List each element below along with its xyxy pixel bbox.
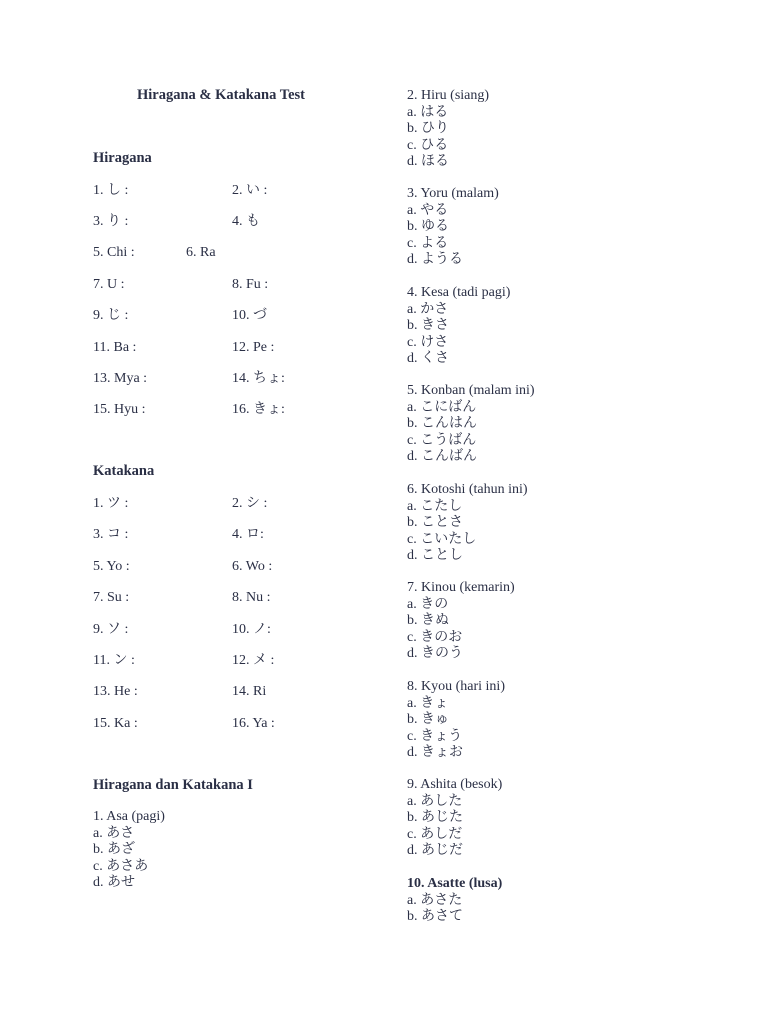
hiragana-item: 7. U : bbox=[93, 277, 125, 292]
katakana-item: 9. ソ : bbox=[93, 622, 129, 637]
answer-option: c. ひる bbox=[407, 137, 449, 153]
hiragana-item: 13. Mya : bbox=[93, 371, 148, 386]
question-block bbox=[407, 383, 535, 466]
answer-option: d. あじだ bbox=[407, 843, 463, 859]
question-block bbox=[407, 777, 502, 860]
answer-option: a. あさた bbox=[407, 892, 463, 908]
question-title: 4. Kesa (tadi pagi) bbox=[407, 285, 511, 300]
hiragana-item: 15. Hyu : bbox=[93, 402, 146, 417]
question-block bbox=[407, 186, 499, 269]
hiragana-item: 12. Pe : bbox=[232, 340, 275, 355]
answer-option: c. あさあ bbox=[93, 858, 149, 874]
answer-option: d. きょお bbox=[407, 745, 463, 761]
answer-option: a. やる bbox=[407, 202, 449, 218]
answer-option: b. きゅ bbox=[407, 712, 449, 728]
answer-option: b. きさ bbox=[407, 318, 449, 334]
answer-option: c. きょう bbox=[407, 728, 463, 744]
question-title: 10. Asatte (lusa) bbox=[407, 876, 503, 891]
answer-option: b. こんはん bbox=[407, 416, 477, 432]
answer-option: a. かさ bbox=[407, 301, 449, 317]
answer-option: c. よる bbox=[407, 235, 449, 251]
answer-option: c. こうばん bbox=[407, 432, 477, 448]
katakana-item: 3. コ : bbox=[93, 527, 129, 542]
answer-option: d. くさ bbox=[407, 351, 449, 367]
question-block bbox=[407, 285, 510, 368]
katakana-item: 6. Wo : bbox=[232, 559, 273, 574]
katakana-item: 14. Ri bbox=[232, 684, 267, 699]
page-title: Hiragana & Katakana Test bbox=[137, 87, 305, 103]
question-block bbox=[407, 876, 502, 926]
katakana-item: 10. ノ: bbox=[232, 622, 271, 637]
hiragana-item: 2. い : bbox=[232, 183, 268, 198]
hiragana-item: 1. し : bbox=[93, 183, 129, 198]
katakana-item: 16. Ya : bbox=[232, 716, 275, 731]
question-title: 8. Kyou (hari ini) bbox=[407, 679, 505, 694]
question-title: 2. Hiru (siang) bbox=[407, 88, 490, 103]
question-block bbox=[407, 482, 528, 565]
answer-option: d. こんばん bbox=[407, 449, 477, 465]
katakana-item: 7. Su : bbox=[93, 590, 130, 605]
answer-option: a. きの bbox=[407, 596, 449, 612]
question-block bbox=[93, 809, 165, 892]
hiragana-item: 16. きょ: bbox=[232, 402, 285, 417]
answer-option: c. きのお bbox=[407, 629, 463, 645]
answer-option: d. ことし bbox=[407, 548, 463, 564]
answer-option: c. けさ bbox=[407, 334, 449, 350]
question-title: 7. Kinou (kemarin) bbox=[407, 580, 515, 595]
question-title: 5. Konban (malam ini) bbox=[407, 383, 535, 398]
katakana-heading: Katakana bbox=[93, 463, 155, 479]
katakana-item: 4. ロ: bbox=[232, 527, 264, 542]
answer-option: b. きぬ bbox=[407, 613, 449, 629]
answer-option: c. こいたし bbox=[407, 531, 477, 547]
question-block bbox=[407, 580, 515, 663]
question-title: 1. Asa (pagi) bbox=[93, 809, 165, 824]
question-block bbox=[407, 679, 505, 762]
katakana-item: 11. ン : bbox=[93, 653, 135, 668]
hiragana-item: 3. り : bbox=[93, 214, 129, 229]
answer-option: b. あさて bbox=[407, 909, 463, 925]
answer-option: b. ことさ bbox=[407, 515, 463, 531]
hiragana-item: 6. Ra bbox=[186, 245, 216, 260]
answer-option: a. こにばん bbox=[407, 399, 477, 415]
katakana-item: 1. ツ : bbox=[93, 496, 129, 511]
answer-option: c. あしだ bbox=[407, 826, 463, 842]
hiragana-item: 8. Fu : bbox=[232, 277, 269, 292]
katakana-item: 13. He : bbox=[93, 684, 138, 699]
answer-option: a. あした bbox=[407, 793, 463, 809]
answer-option: a. あさ bbox=[93, 825, 135, 841]
katakana-item: 8. Nu : bbox=[232, 590, 271, 605]
hiragana-item: 9. じ : bbox=[93, 308, 129, 323]
katakana-item: 12. メ : bbox=[232, 653, 275, 668]
question-title: 9. Ashita (besok) bbox=[407, 777, 503, 792]
answer-option: d. あせ bbox=[93, 875, 135, 891]
hiragana-item: 5. Chi : bbox=[93, 245, 135, 260]
answer-option: b. ゆる bbox=[407, 219, 449, 235]
hiragana-heading: Hiragana bbox=[93, 150, 152, 166]
question-block bbox=[407, 88, 489, 171]
question-title: 3. Yoru (malam) bbox=[407, 186, 499, 201]
hiragana-item: 14. ちょ: bbox=[232, 371, 285, 386]
hiragana-item: 4. も bbox=[232, 214, 260, 229]
answer-option: a. はる bbox=[407, 104, 449, 120]
katakana-item: 2. シ : bbox=[232, 496, 268, 511]
question-title: 6. Kotoshi (tahun ini) bbox=[407, 482, 528, 497]
mixed-heading: Hiragana dan Katakana I bbox=[93, 777, 253, 793]
answer-option: a. こたし bbox=[407, 498, 463, 514]
answer-option: b. ひり bbox=[407, 121, 449, 137]
hiragana-item: 11. Ba : bbox=[93, 340, 137, 355]
katakana-item: 5. Yo : bbox=[93, 559, 130, 574]
answer-option: a. きょ bbox=[407, 695, 449, 711]
katakana-item: 15. Ka : bbox=[93, 716, 138, 731]
answer-option: b. あざ bbox=[93, 842, 135, 858]
hiragana-item: 10. づ bbox=[232, 308, 267, 323]
answer-option: d. ようる bbox=[407, 252, 463, 268]
answer-option: d. ほる bbox=[407, 154, 449, 170]
answer-option: d. きのう bbox=[407, 646, 463, 662]
answer-option: b. あじた bbox=[407, 810, 463, 826]
